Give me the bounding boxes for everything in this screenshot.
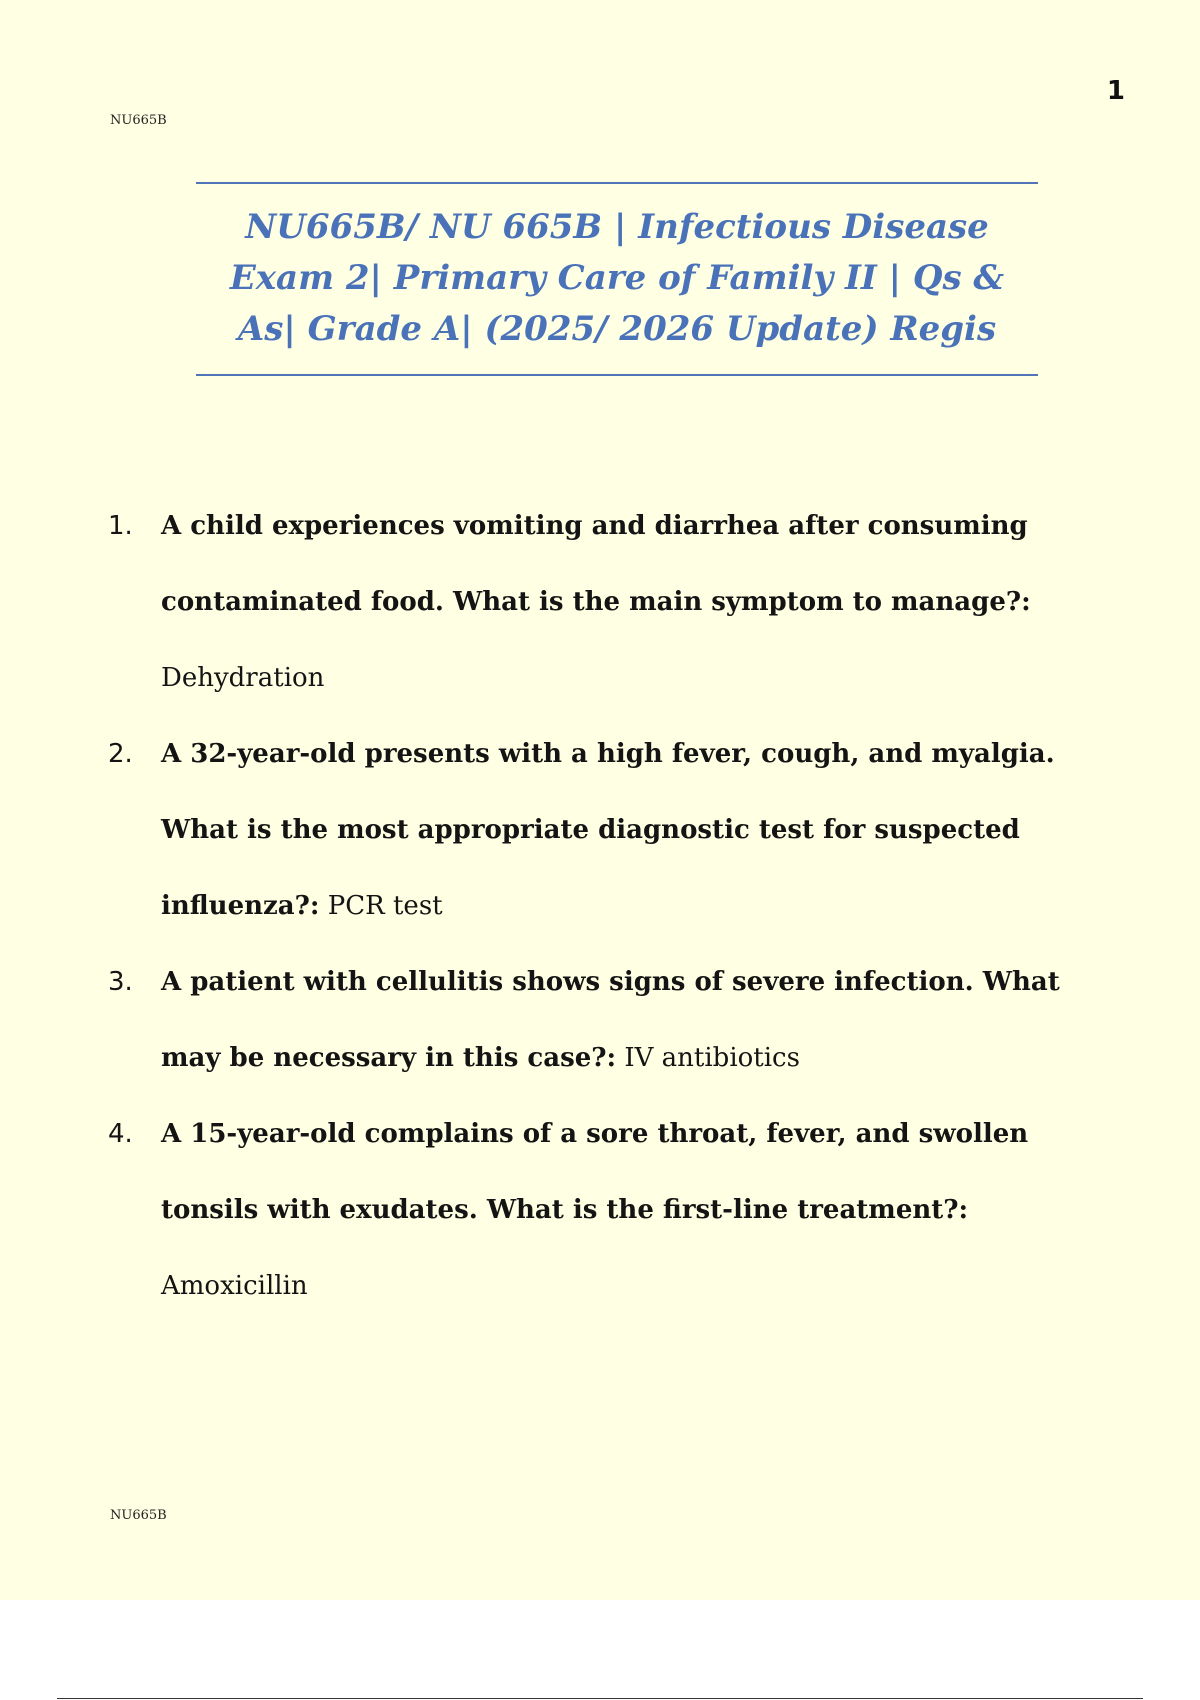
answer-text: PCR test bbox=[327, 891, 443, 921]
question-number: 3. bbox=[108, 967, 133, 997]
answer-text: Amoxicillin bbox=[161, 1271, 308, 1301]
question-item-4 bbox=[100, 1096, 1080, 1324]
document-title: NU665B/ NU 665B | Infectious Disease Exam 2| Primary Care of Family II | Qs & As| Grade A| (2025/ 2026 Update) Regis bbox=[229, 207, 1005, 349]
question-text: A child experiences vomiting and diarrhea after consuming contaminated food. What is the main symptom to manage?: bbox=[161, 511, 1031, 617]
question-text: A 32-year-old presents with a high fever, cough, and myalgia. What is the most appropriate diagnostic test for suspected influenza?: bbox=[161, 739, 1055, 921]
question-item-2 bbox=[100, 716, 1080, 944]
page-number: 1 bbox=[1106, 76, 1125, 106]
question-text: A 15-year-old complains of a sore throat, fever, and swollen tonsils with exudates. What is the first-line treatment?: bbox=[161, 1119, 1029, 1225]
footer-course-code: NU665B bbox=[110, 1508, 167, 1523]
question-number: 2. bbox=[108, 739, 133, 769]
question-item-3 bbox=[100, 944, 1080, 1096]
answer-text: IV antibiotics bbox=[624, 1043, 800, 1073]
title-top-rule bbox=[196, 182, 1038, 184]
question-number: 4. bbox=[108, 1119, 133, 1149]
question-item-1 bbox=[100, 488, 1080, 716]
question-number: 1. bbox=[108, 511, 133, 541]
question-text: A patient with cellulitis shows signs of severe infection. What may be necessary in this case?: bbox=[161, 967, 1060, 1073]
title-bottom-rule bbox=[196, 374, 1038, 376]
header-course-code: NU665B bbox=[110, 113, 167, 128]
answer-text: Dehydration bbox=[161, 663, 325, 693]
question-list bbox=[100, 488, 1080, 1324]
page-bottom-rule bbox=[57, 1698, 1143, 1699]
